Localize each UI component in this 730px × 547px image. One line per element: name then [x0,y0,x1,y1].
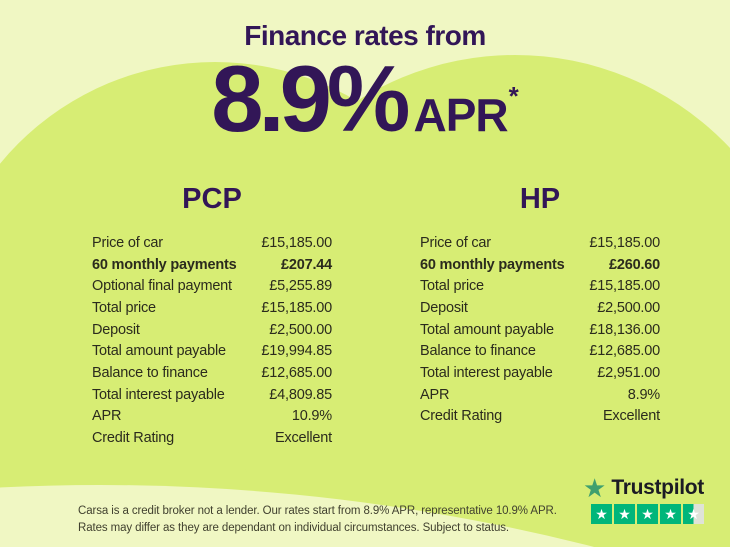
row-value: £19,994.85 [261,343,332,360]
disclaimer-line-2: Rates may differ as they are dependant on individual circumstances. Subject to status. [78,522,509,534]
table-row [420,406,660,428]
row-label: Optional final payment [92,278,232,295]
rating-star-box: ★ [614,504,635,524]
table-row [420,319,660,341]
table-row [92,232,332,254]
row-label: Total interest payable [420,364,553,381]
trustpilot-brand-row [583,473,704,503]
rating-star-box: ★ [660,504,681,524]
pcp-table-rows [92,232,332,449]
row-value: Excellent [602,408,660,425]
row-value: £12,685.00 [589,343,660,360]
table-row [92,297,332,319]
row-label: Deposit [92,321,140,338]
trustpilot-badge [583,473,704,524]
rate-suffix: APR [413,89,508,141]
row-value: £2,500.00 [269,321,332,338]
row-label: 60 monthly payments [92,256,237,273]
row-value: £18,136.00 [589,321,660,338]
row-label: Deposit [420,299,468,316]
row-label: APR [420,386,450,403]
trustpilot-star-icon: ★ [583,473,607,503]
disclaimer-line-1: Carsa is a credit broker not a lender. Our rates start from 8.9% APR, representative 10.9% APR. [78,505,557,517]
rating-star-box: ★ [637,504,658,524]
table-row [92,362,332,384]
row-label: Total interest payable [92,386,225,403]
table-row [92,427,332,449]
row-label: 60 monthly payments [420,256,565,273]
row-value: Excellent [274,430,332,447]
hp-table-title: HP [519,183,561,215]
table-row [92,254,332,276]
row-value: £4,809.85 [269,386,332,403]
table-row [92,340,332,362]
table-row [92,406,332,428]
rate-asterisk: * [508,81,519,111]
headline-rate [0,46,730,151]
row-label: Balance to finance [420,343,536,360]
row-value: £207.44 [280,256,332,273]
row-value: £2,500.00 [597,299,660,316]
table-row [420,275,660,297]
table-row [420,362,660,384]
row-label: Price of car [92,234,163,251]
rate-value: 8.9% [211,46,406,151]
row-label: Total amount payable [92,343,226,360]
row-label: Credit Rating [420,408,503,425]
row-label: Balance to finance [92,364,208,381]
row-value: 10.9% [291,408,332,425]
row-value: £15,185.00 [261,234,332,251]
row-label: Total amount payable [420,321,554,338]
pcp-table [92,183,332,449]
hp-table-rows [420,232,660,427]
table-row [420,232,660,254]
table-row [92,384,332,406]
row-value: £15,185.00 [589,278,660,295]
pcp-table-title: PCP [182,183,242,215]
table-row [420,254,660,276]
rating-star-box: ★ [591,504,612,524]
row-value: £15,185.00 [261,299,332,316]
table-row [420,340,660,362]
banner-title: Finance rates from [244,20,486,51]
trustpilot-rating-stars [583,504,704,524]
trustpilot-wordmark: Trustpilot [611,476,704,499]
row-value: 8.9% [627,386,660,403]
row-value: £2,951.00 [597,364,660,381]
table-row [420,384,660,406]
hp-table [420,183,660,427]
row-label: Credit Rating [92,430,175,447]
rating-star-box-half: ★ [683,504,704,524]
row-value: £260.60 [608,256,660,273]
row-label: Price of car [420,234,491,251]
table-row [92,275,332,297]
row-value: £12,685.00 [261,364,332,381]
disclaimer-text [78,503,557,537]
row-label: Total price [92,299,156,316]
row-label: APR [92,408,122,425]
table-row [92,319,332,341]
row-value: £5,255.89 [269,278,332,295]
row-value: £15,185.00 [589,234,660,251]
table-row [420,297,660,319]
row-label: Total price [420,278,484,295]
